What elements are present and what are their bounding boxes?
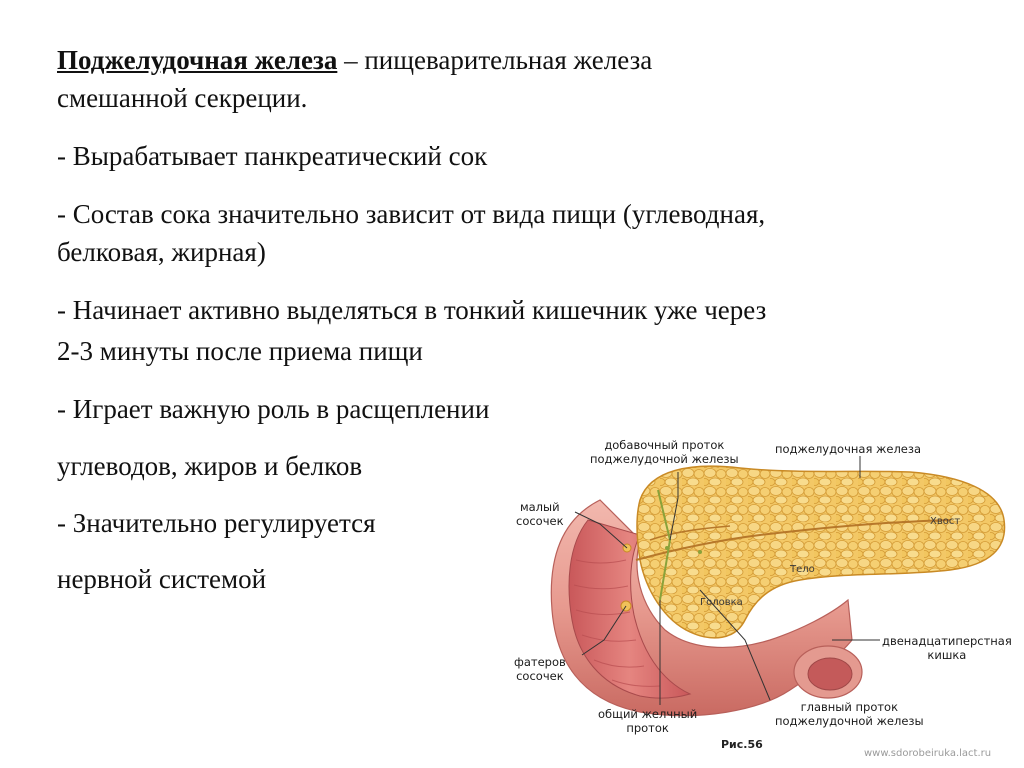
head-label: Головка <box>700 597 743 608</box>
bullet-line: - Начинает активно выделяться в тонкий кишечник уже через <box>57 295 767 325</box>
vater-papilla-label <box>514 655 566 683</box>
duodenum-label-line2: кишка <box>927 648 967 662</box>
main-duct-label <box>775 700 924 728</box>
main-duct-label-line2: поджелудочной железы <box>775 714 924 728</box>
pancreas-label: поджелудочная железа <box>775 442 922 456</box>
accessory-duct-label-line1: добавочный проток <box>604 438 725 452</box>
title-line-2: смешанной секреции. <box>57 83 308 113</box>
common-bile-duct-label-line1: общий желчный <box>598 707 698 721</box>
bullet-line: - Значительно регулируется <box>57 508 376 538</box>
title-rest: – пищеварительная железа <box>337 45 653 75</box>
minor-papilla-label-line2: сосочек <box>516 514 564 528</box>
bullet-line: нервной системой <box>57 564 267 594</box>
vater-papilla-label-line2: сосочек <box>516 669 564 683</box>
common-bile-duct-label-line2: проток <box>626 721 669 735</box>
duodenum-label-line1: двенадцатиперстная <box>882 634 1012 648</box>
vater-papilla-label-line1: фатеров <box>514 655 566 669</box>
duodenum-label <box>882 634 1012 662</box>
bullet-line: - Играет важную роль в расщеплении <box>57 394 490 424</box>
bullet-line: 2-3 минуты после приема пищи <box>57 336 423 366</box>
tail-label: Хвост <box>930 516 961 527</box>
minor-papilla-label-line1: малый <box>519 500 560 514</box>
pancreas <box>636 466 1005 638</box>
accessory-duct-label <box>590 438 739 466</box>
common-bile-duct-label <box>598 707 697 735</box>
main-duct-label-line1: главный проток <box>800 700 899 714</box>
title-term: Поджелудочная железа <box>57 45 338 75</box>
accessory-duct-label-line2: поджелудочной железы <box>590 452 739 466</box>
body-label: Тело <box>790 564 815 575</box>
bullet-line: - Состав сока значительно зависит от вида пищи (углеводная, <box>57 199 766 229</box>
bullet-line: углеводов, жиров и белков <box>57 451 363 481</box>
figure-caption: Рис.56 <box>721 738 763 751</box>
watermark: www.sdorobeiruka.lact.ru <box>864 748 992 759</box>
minor-papilla-label <box>516 500 564 528</box>
bullet-line: белковая, жирная) <box>57 237 266 267</box>
bullet-line: - Вырабатывает панкреатический сок <box>57 141 488 171</box>
